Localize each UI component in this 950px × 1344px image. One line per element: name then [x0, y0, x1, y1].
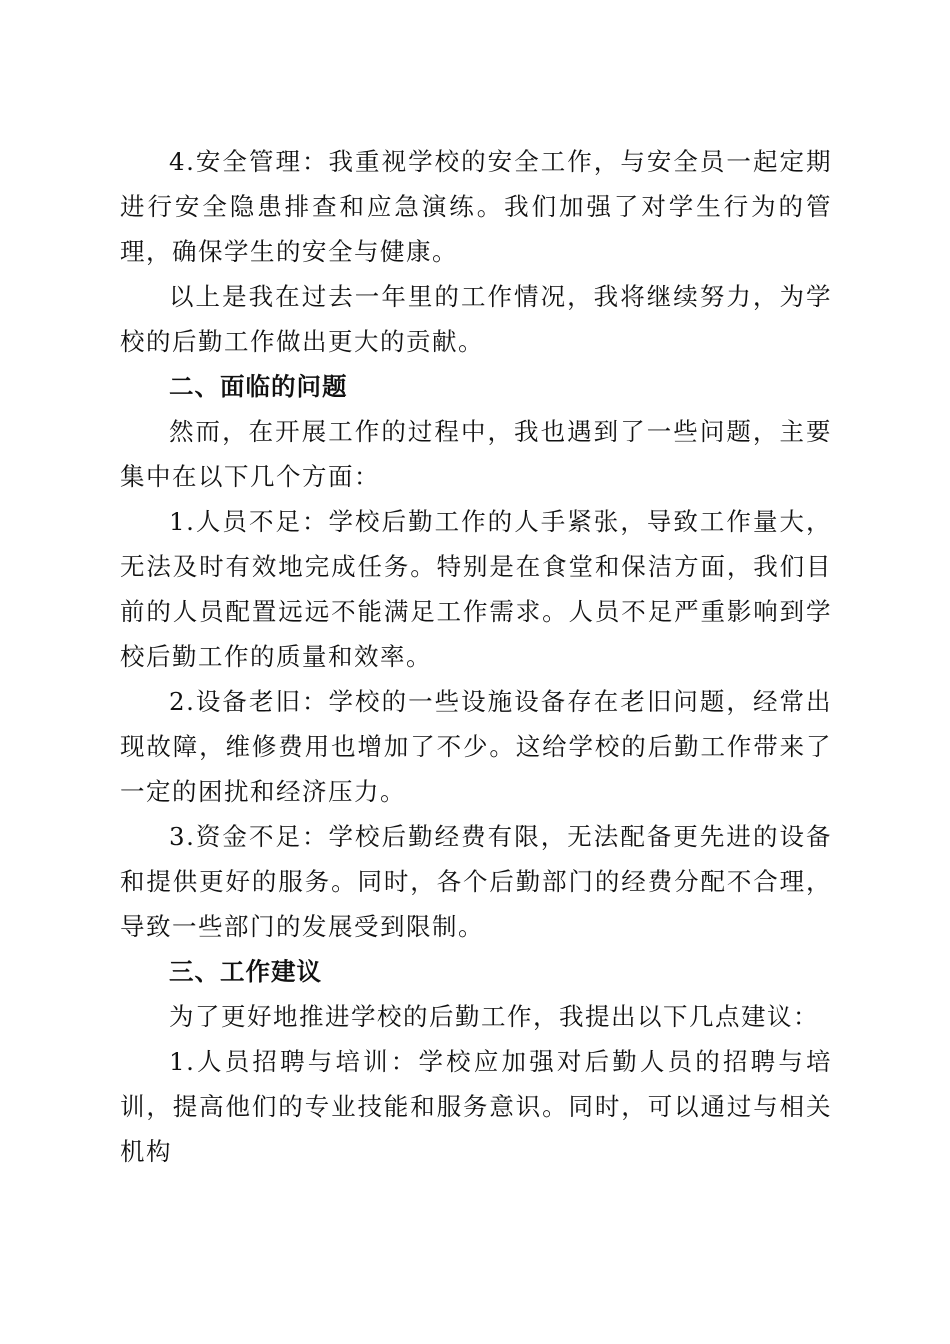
paragraph-staff-shortage: 1.人员不足：学校后勤工作的人手紧张，导致工作量大，无法及时有效地完成任务。特别是在食堂和保洁方面，我们目前的人员配置远远不能满足工作需求。人员不足严重影响到学校后勤工作的质量和效率。 [120, 507, 832, 671]
paragraph-old-equipment: 2.设备老旧：学校的一些设施设备存在老旧问题，经常出现故障，维修费用也增加了不少。这给学校的后勤工作带来了一定的困扰和经济压力。 [120, 687, 832, 806]
paragraph-recruitment-training: 1.人员招聘与培训：学校应加强对后勤人员的招聘与培训，提高他们的专业技能和服务意识。同时，可以通过与相关机构 [120, 1047, 832, 1166]
section-heading-problems: 二、面临的问题 [169, 372, 348, 401]
paragraph-problems-intro: 然而，在开展工作的过程中，我也遇到了一些问题，主要集中在以下几个方面： [120, 417, 832, 491]
paragraph-suggestions-intro: 为了更好地推进学校的后勤工作，我提出以下几点建议： [169, 1002, 819, 1031]
paragraph-summary: 以上是我在过去一年里的工作情况，我将继续努力，为学校的后勤工作做出更大的贡献。 [120, 282, 832, 356]
document-body [120, 139, 832, 1174]
paragraph-safety-management: 4.安全管理：我重视学校的安全工作，与安全员一起定期进行安全隐患排查和应急演练。我们加强了对学生行为的管理，确保学生的安全与健康。 [120, 147, 832, 266]
section-heading-suggestions: 三、工作建议 [169, 957, 322, 986]
paragraph-funding-shortage: 3.资金不足：学校后勤经费有限，无法配备更先进的设备和提供更好的服务。同时，各个后勤部门的经费分配不合理，导致一些部门的发展受到限制。 [120, 822, 832, 941]
